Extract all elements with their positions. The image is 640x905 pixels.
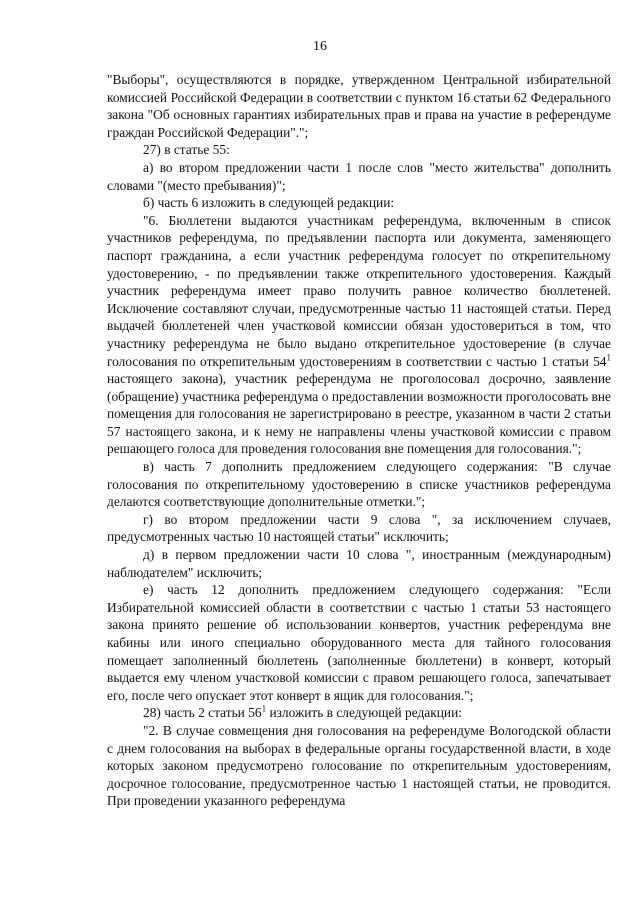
paragraph-text: изложить в следующей редакции: xyxy=(266,705,462,721)
superscript: 1 xyxy=(606,352,611,363)
paragraph xyxy=(107,71,611,141)
paragraph xyxy=(107,458,611,511)
paragraph-text: а) во втором предложении части 1 после слов "место жительства" дополнить словами "(место пребывания)"; xyxy=(107,159,611,193)
paragraph xyxy=(107,546,611,581)
paragraph xyxy=(107,194,611,212)
paragraph xyxy=(107,704,611,722)
paragraph-text: "2. В случае совмещения дня голосования на референдуме Вологодской области с днем голосования на выборах в федеральные органы государственной власти, в ходе которых законом предусмотрено голосование по открепительным удостоверениям, досрочное голосование, предусмотренное частью 1 настоящей статьи, не проводится. При проведении указанного референдума xyxy=(107,722,611,809)
paragraph-text: настоящего закона), участник референдума не проголосовал досрочно, заявление (обращение) участника референдума о предоставлении возможности проголосовать вне помещения для голосования не зарегистрировано в реестре, указанном в части 2 статьи 57 настоящего закона, и к нему не направлены члены участковой комиссии с правом решающего голоса для проведения голосования вне помещения для голосования."; xyxy=(107,371,611,457)
paragraph xyxy=(107,722,611,810)
paragraph xyxy=(107,141,611,159)
paragraph-text: 27) в статье 55: xyxy=(143,142,230,158)
document-body xyxy=(107,71,611,810)
paragraph-text: "6. Бюллетени выдаются участникам референдума, включенным в список участников референдума, по предъявлении паспорта или документа, заменяющего паспорт гражданина, а если участник референдума голосует по открепительному удостоверению, - по предъявлении также открепительного удостоверения. Каждый участник референдума имеет право получить равное количество бюллетеней. Исключение составляют случаи, предусмотренные частью 11 настоящей статьи. Перед выдачей бюллетеней член участковой комиссии обязан удостовериться в том, что участнику референдума не было выдано открепительное удостоверение (в случае голосования по открепительным удостоверениям в соответствии с частью 1 статьи 54 xyxy=(107,212,611,369)
paragraph-text: е) часть 12 дополнить предложением следующего содержания: "Если Избирательной комиссией области в соответствии с частью 1 статьи 53 настоящего закона принято решение об использовании конвертов, участник референдума вне кабины или иного специально оборудованного места для тайного голосования помещает заполненный бюллетень (заполненные бюллетени) в конверт, который выдается ему членом участковой комиссии с правом решающего голоса, запечатывает его, после чего опускает этот конверт в ящик для голосования."; xyxy=(107,582,611,703)
paragraph-text: "Выборы", осуществляются в порядке, утвержденном Центральной избирательной комиссией Российской Федерации в соответствии с пунктом 16 статьи 62 Федерального закона "Об основных гарантиях избирательных прав и права на участие в референдуме граждан Российской Федерации"."; xyxy=(107,72,611,140)
paragraph-text: д) в первом предложении части 10 слова ", иностранным (международным) наблюдателем" исключить; xyxy=(107,547,611,580)
superscript: 1 xyxy=(261,703,267,714)
paragraph xyxy=(107,159,611,194)
paragraph xyxy=(107,212,611,458)
paragraph-text: г) во втором предложении части 9 слова ", за исключением случаев, предусмотренных частью 10 настоящей статьи" исключить; xyxy=(107,511,611,545)
page-number: 16 xyxy=(313,39,327,54)
paragraph xyxy=(107,581,611,704)
paragraph-text: в) часть 7 дополнить предложением следующего содержания: "В случае голосования по открепительному удостоверению в списке участников референдума делаются соответствующие дополнительные отметки."; xyxy=(107,459,611,510)
paragraph-text: 28) часть 2 статьи 56 xyxy=(143,705,262,721)
paragraph-text: б) часть 6 изложить в следующей редакции: xyxy=(143,195,395,211)
paragraph xyxy=(107,511,611,546)
